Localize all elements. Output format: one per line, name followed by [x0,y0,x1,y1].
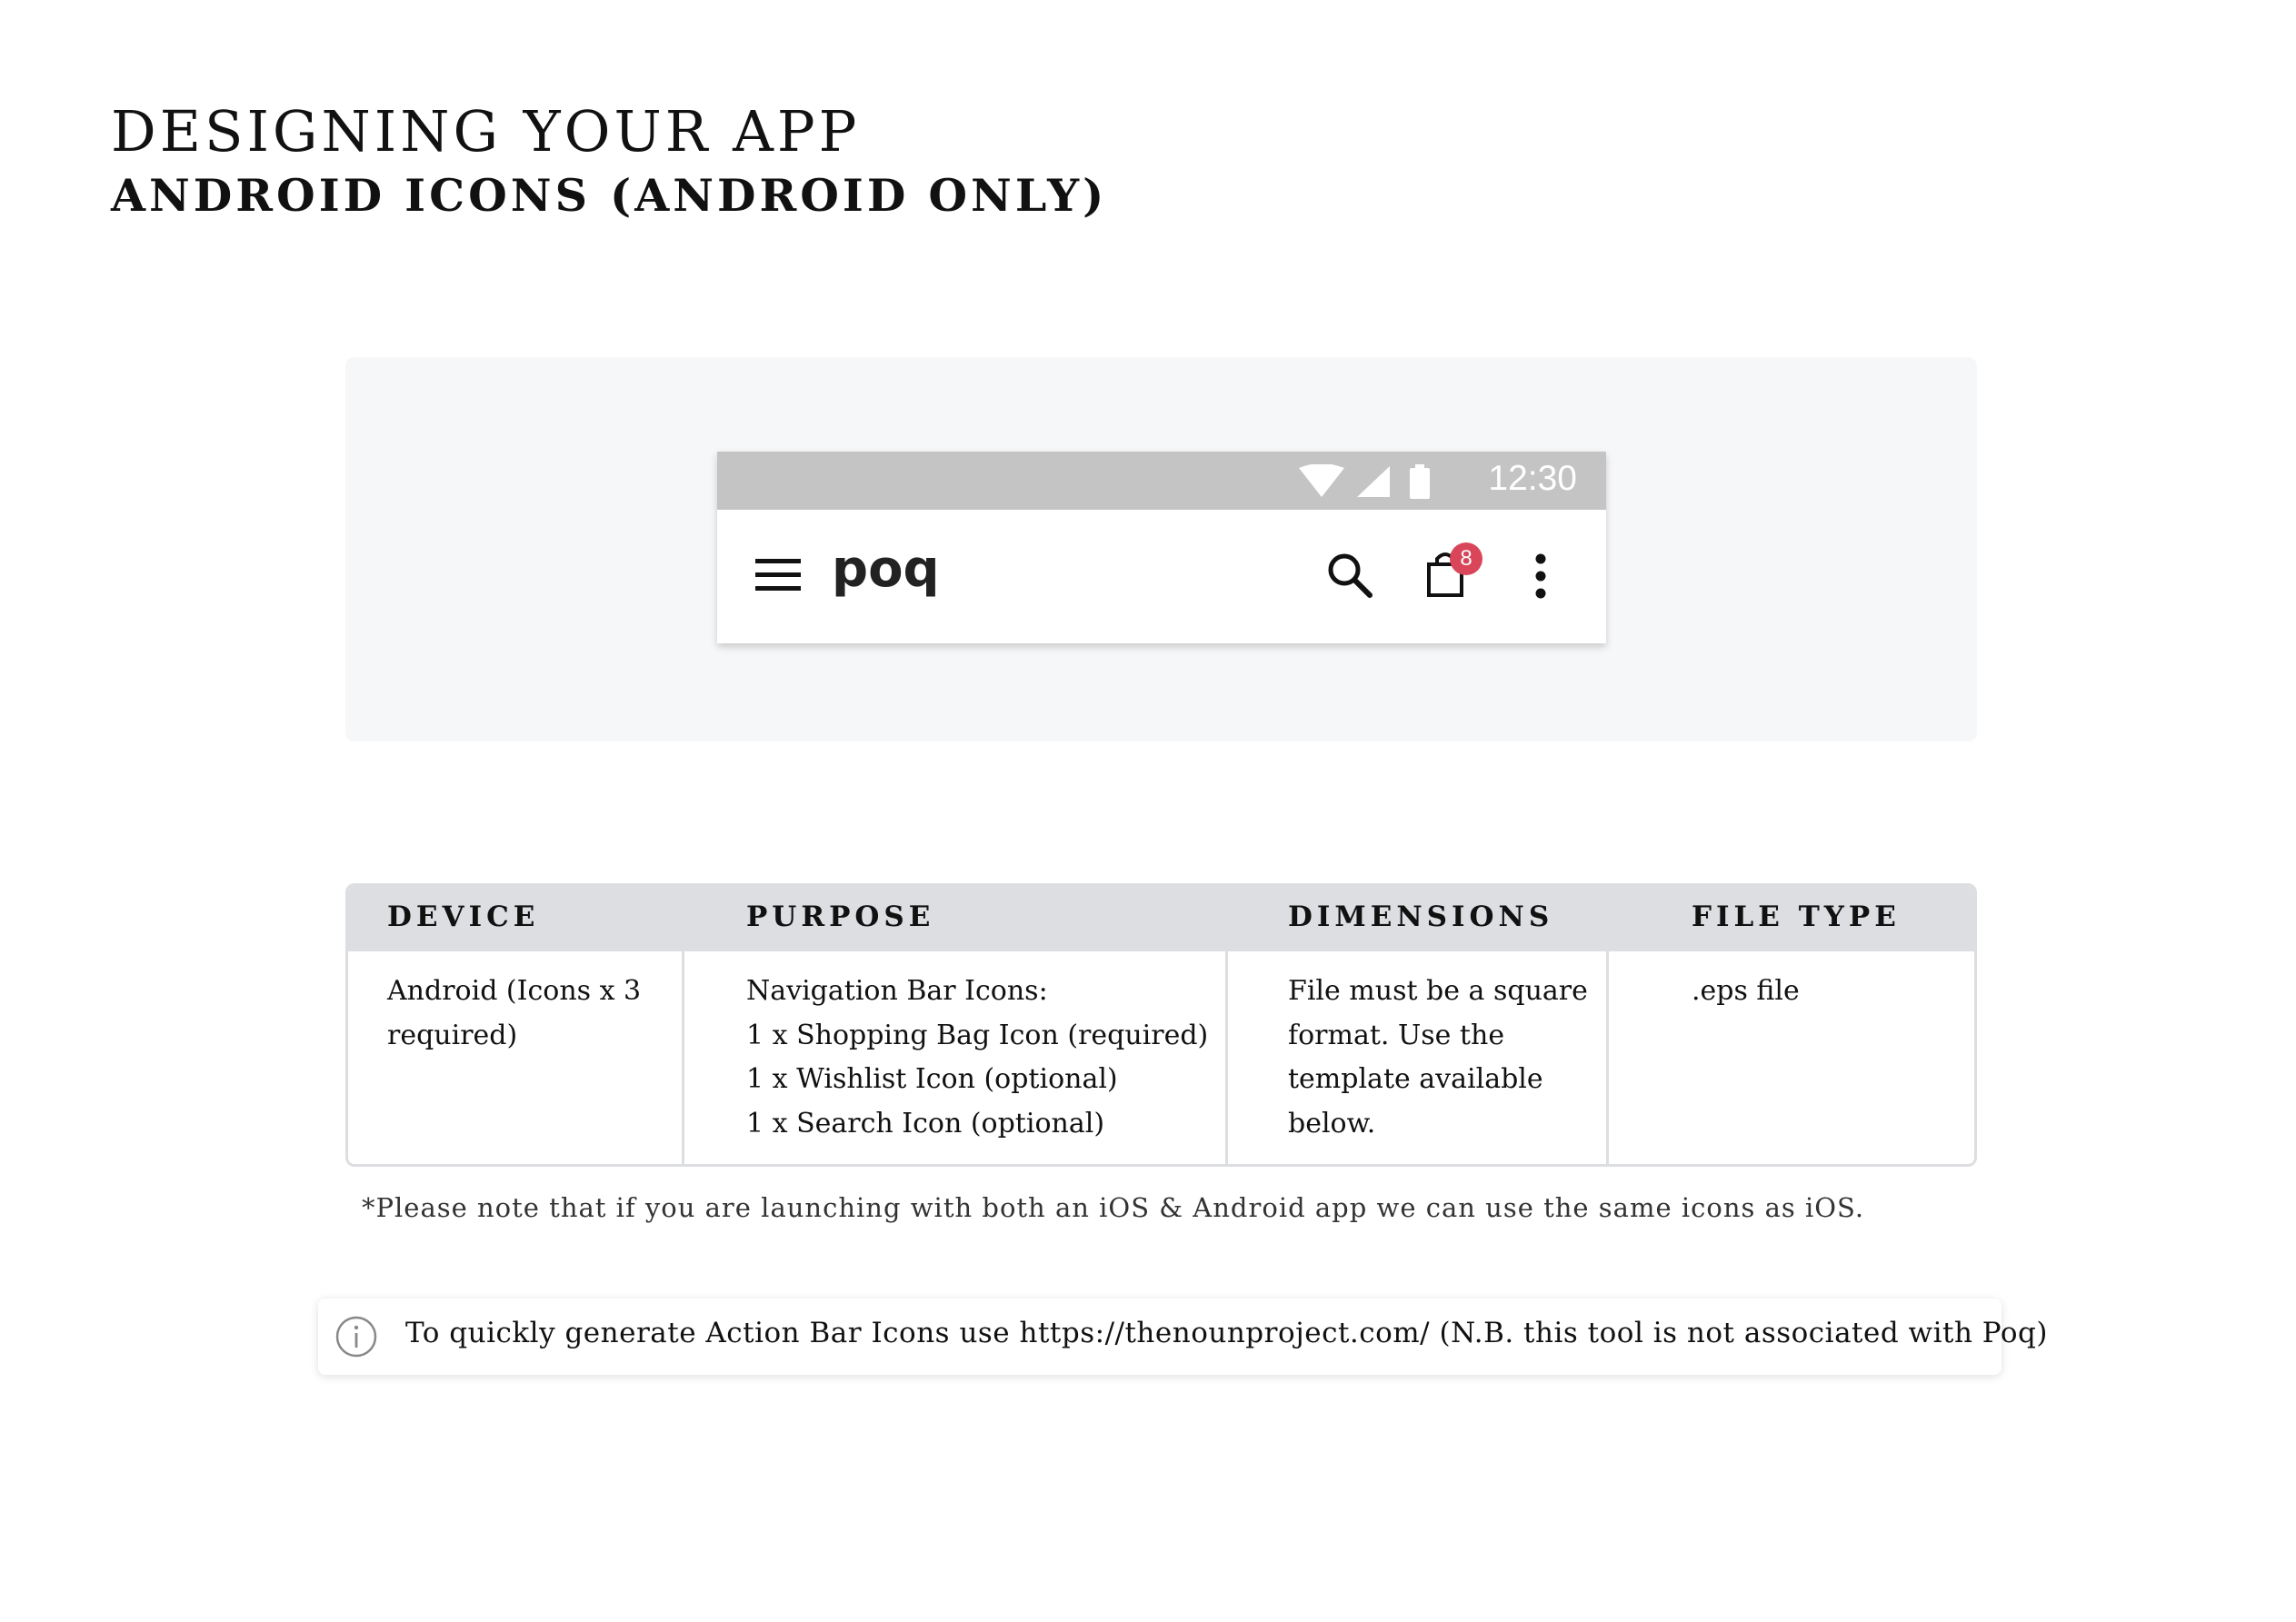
cell-dimensions: File must be a square format. Use the template available below. [1288,975,1588,1139]
action-row [717,510,1606,643]
battery-icon [1410,468,1430,499]
header-device: DEVICE [387,901,540,933]
search-icon[interactable] [1326,552,1373,599]
icon-requirements-table [345,883,1977,1167]
status-icons [1297,464,1470,501]
table-header [348,886,1974,951]
cell-device: Android (Icons x 3 required) [387,975,642,1051]
column-divider [1606,951,1609,1167]
page-title: DESIGNING YOUR APP [111,98,861,164]
status-bar [717,452,1606,510]
column-divider [1225,951,1228,1167]
cell-purpose: Navigation Bar Icons: 1 x Shopping Bag Icon (required) 1 x Wishlist Icon (optional) 1 x Search Icon (optional) [746,975,1209,1139]
cell-file-type: .eps file [1692,975,1800,1007]
svg-text:poq: poq [832,548,940,599]
footnote: *Please note that if you are launching with both an iOS & Android app we can use the same icons as iOS. [362,1192,1865,1223]
wifi-icon [1299,464,1344,497]
preview-panel [345,357,1977,741]
header-dimensions: DIMENSIONS [1288,901,1554,933]
header-file-type: FILE TYPE [1692,901,1901,933]
cart-badge: 8 [1450,542,1482,575]
menu-icon[interactable] [755,557,803,593]
cell-signal-icon [1357,466,1390,497]
poq-logo [832,548,941,604]
info-callout [318,1299,2048,1375]
android-action-bar-mockup [717,452,1606,643]
info-icon [334,1315,378,1358]
page-subtitle: ANDROID ICONS (ANDROID ONLY) [111,169,1108,222]
status-time: 12:30 [1488,459,1577,498]
column-divider [682,951,684,1167]
header-purpose: PURPOSE [746,901,935,933]
more-vert-icon[interactable] [1533,553,1548,601]
info-text: To quickly generate Action Bar Icons use https://thenounproject.com/ (N.B. this tool is not associated with Poq) [405,1317,2048,1349]
